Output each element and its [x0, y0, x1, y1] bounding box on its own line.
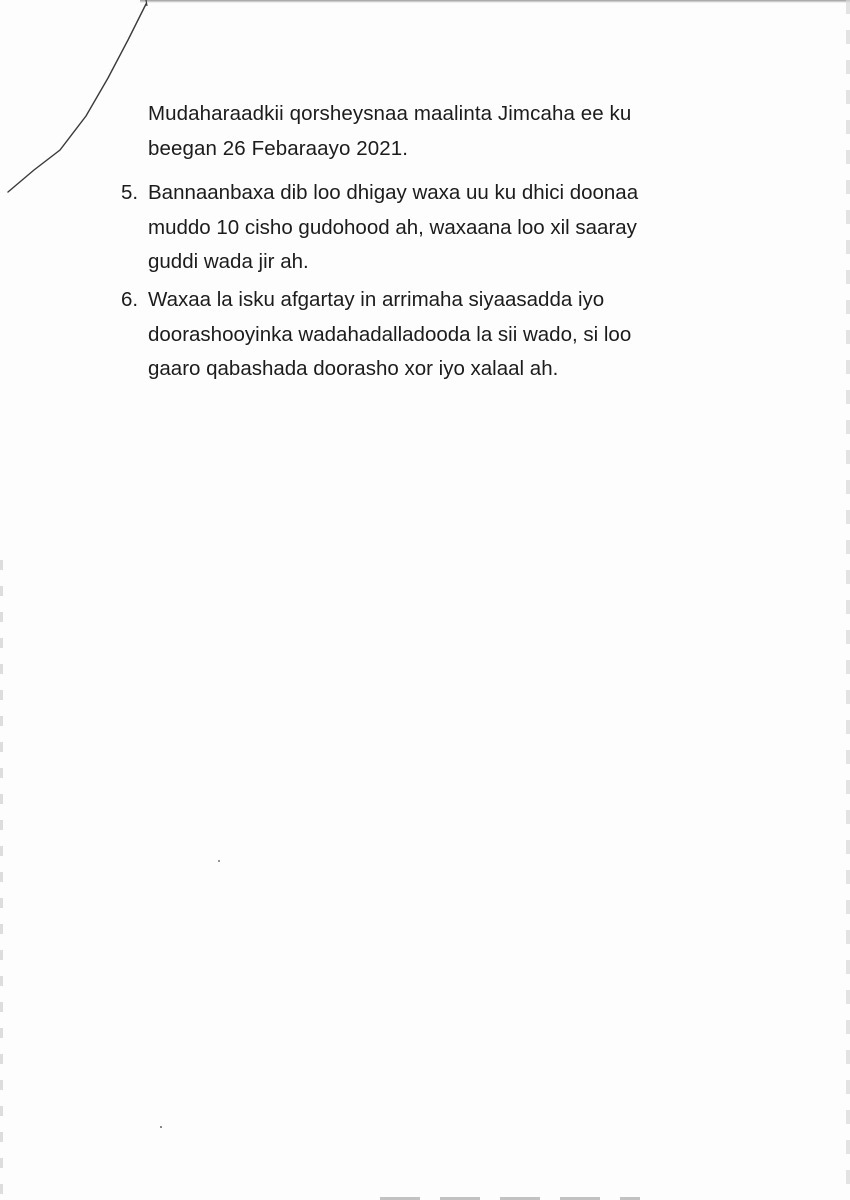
- list-item-text: [148, 283, 631, 387]
- list-item-number: 5.: [121, 181, 139, 204]
- list-item-number: 6.: [121, 288, 139, 311]
- list-item-6: [121, 283, 721, 393]
- scan-speck: [160, 1126, 162, 1128]
- intro-paragraph: [148, 96, 631, 166]
- list-item-line: Waxaa la isku afgartay in arrimaha siyaasadda iyo: [148, 288, 605, 311]
- list-item-line: muddo 10 cisho gudohood ah, waxaana loo xil saaray: [148, 215, 637, 239]
- scan-speck: [218, 860, 220, 862]
- scan-edge-right: [846, 0, 850, 1200]
- page-fold-line: [0, 0, 160, 200]
- scan-edge-left: [0, 560, 3, 1200]
- list-item-text: [148, 176, 638, 280]
- list-item-line: gaaro qabashada doorasho xor iyo xalaal ah.: [148, 357, 559, 380]
- list-item-line: doorashooyinka wadahadalladooda la sii wado, si loo: [148, 322, 632, 346]
- scan-edge-top: [140, 0, 850, 3]
- list-item-5: [121, 176, 721, 286]
- list-item-line: guddi wada jir ah.: [148, 250, 309, 273]
- intro-line-1: Mudaharaadkii qorsheysnaa maalinta Jimcaha ee ku: [148, 102, 632, 125]
- intro-line-2: beegan 26 Febaraayo 2021.: [148, 137, 409, 160]
- list-item-line: Bannaanbaxa dib loo dhigay waxa uu ku dhici doonaa: [148, 181, 639, 204]
